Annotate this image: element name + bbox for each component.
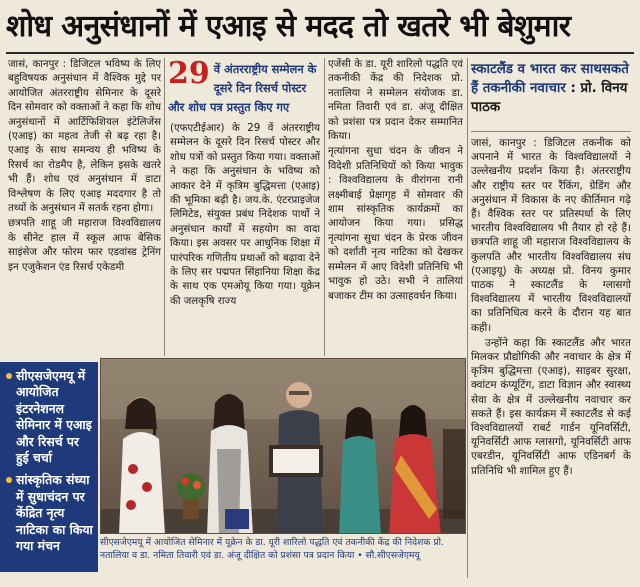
side-story-divider bbox=[471, 131, 631, 132]
subheadline-number: 29 bbox=[168, 56, 210, 91]
highlights-box bbox=[0, 362, 98, 572]
side-story-body bbox=[471, 136, 631, 576]
subheadline-text: वें अंतरराष्ट्रीय सम्मेलन के दूसरे दिन रिसर्च पोस्टर और शोध पत्र प्रस्तुत किए गए bbox=[168, 62, 317, 114]
article-paragraph: जासं, कानपुर : डिजिटल भविष्य के लिए बहुविषयक अनुसंधान में वैश्विक मुद्दे पर आयोजित अंतरराष्ट्रीय सेमिनार के दूसरे दिन सोमवार को वक्ताओं ने कहा कि शोध अनुसंधानों में आर्टिफिशियल इंटेलिजेंस (एआइ) का महत्व तेजी से बढ़ रहा है। एआइ के साथ समन्वय ही भविष्य के रिसर्च का रोडमैप है, लेकिन इसके खतरे भी हैं। शोध एवं अनुसंधान में डाटा विश्लेषण के लिए एआइ मददगार है तो तथ्यों के अनुसंधान में सतर्क रहना होगा। bbox=[8, 59, 161, 215]
column-divider bbox=[324, 58, 325, 356]
side-story-headline bbox=[471, 60, 631, 130]
article-paragraph: नृत्यांगना सुधा चंदन के जीवन ने विदेशी प्रतिनिधियों को किया भावुक : विश्वविद्यालय के वीरांगना रानी लक्ष्मीबाई प्रेक्षागृह में सोमवार की शाम सांस्कृतिक कार्यक्रमों का आयोजन किया गया। प्रसिद्ध नृत्यांगना सुधा चंदन के प्रेरक जीवन को दर्शाती नृत्य नाटिका को देखकर सम्मेलन में आए विदेशी प्रतिनिधि भी भावुक हो उठे। सभी ने तालियां बजाकर टीम का उत्साहवर्धन किया। bbox=[328, 146, 463, 302]
bullet-icon bbox=[6, 477, 12, 483]
page-headline: शोध अनुसंधानों में एआइ से मदद तो खतरे भी बेशुमार bbox=[6, 9, 571, 44]
photo-caption: सीएसजेएमयू में आयोजित सेमिनार में यूक्रेन के डा. यूरी शारिलो पद्धति एवं तकनीकी केंद्र की निदेशक प्रो. नतालिया व डा. नमिता तिवारी एवं डा. अंजू दीक्षित को प्रशंसा पत्र प्रदान किया • सौ.सीएसजेएमयू bbox=[100, 537, 444, 561]
headline-divider bbox=[6, 52, 634, 54]
column-divider bbox=[164, 58, 165, 356]
article-paragraph: एजेंसी के डा. यूरी शारिलो पद्धति एवं तकनीकी केंद्र की निदेशक प्रो. नतालिया ने सम्मेलन संयोजक डा. नमिता तिवारी एवं डा. अंजू दीक्षित को प्रशंसा पत्र प्रदान देकर सम्मानित किया। bbox=[328, 59, 463, 143]
side-story-paragraph: उन्होंने कहा कि स्काटलैंड और भारत मिलकर प्रौद्योगिकी और नवाचार के क्षेत्र में कृत्रिम बुद्धिमत्ता (एआइ), साइबर सुरक्षा, क्वांटम कंप्यूटिंग, डाटा विज्ञान और स्वास्थ्य सेवा के क्षेत्र में उल्लेखनीय नवाचार कर सकते हैं। इस कार्यक्रम में स्काटलैंड से कई विश्वविद्यालयों राबर्ट गार्डन यूनिवर्सिटी, यूनिवर्सिटी आफ ग्लासगो, यूनिवर्सिटी आफ एबरडीन, यूनिवर्सिटी आफ एडिनबर्ग के प्रतिनिधि भी शामिल हुए हैं। bbox=[471, 336, 631, 477]
side-story-byline: : प्रो. विनय पाठक bbox=[471, 81, 628, 115]
highlight-text: सांस्कृतिक संध्या में सुधाचंदन पर केंद्रित नृत्य नाटिका का किया गया मंचन bbox=[16, 472, 93, 554]
article-column-2 bbox=[170, 122, 320, 354]
article-column-1 bbox=[8, 58, 161, 358]
article-paragraph: छत्रपति शाहू जी महाराज विश्वविद्यालय के सीनेट हाल में स्कूल आफ बेसिक साइंसेज और फोरम फार एडवांस्ड ट्रेनिंग इन एजुकेशन एंड रिसर्च एकेडमी bbox=[8, 218, 161, 273]
highlight-item bbox=[6, 368, 94, 466]
bullet-icon bbox=[6, 373, 12, 379]
article-paragraph: (एफएटीईआर) के 29 वें अंतरराष्ट्रीय सम्मेलन के दूसरे दिन रिसर्च पोस्टर और शोध पत्रों को प्रस्तुत किया गया। वक्ताओं ने कहा कि अनुसंधान के भविष्य को आकार देने में कृत्रिम बुद्धिमत्ता (एआइ) की भूमिका बढ़ी है। जय.के. एंटरप्राइजेज लिमिटेड, संयुक्त प्रबंध निदेशक पार्थो ने अनुसंधान कार्यों में सहयोग का वादा किया। इस अवसर पर आधुनिक शिक्षा में पारंपरिक गणितीय प्रथाओं को बढ़ावा देने के लिए सर पद्मपत सिंहानिया शिक्षा केंद्र के साथ एक एमओयू किया गया। यूक्रेन की जलकृषि राज्य bbox=[170, 123, 320, 307]
column-divider bbox=[467, 58, 468, 578]
highlight-text: सीएसजेएमयू में आयोजित इंटरनेशनल सेमिनार में एआइ और रिसर्च पर हुई चर्चा bbox=[16, 368, 92, 466]
subheadline bbox=[168, 58, 323, 118]
event-photo bbox=[100, 358, 466, 534]
article-column-3 bbox=[328, 58, 463, 358]
photo-illustration bbox=[101, 359, 466, 534]
side-story-title: स्काटलैंड व भारत कर साथसकते हैं तकनीकी नवाचार bbox=[471, 62, 629, 96]
side-story-paragraph: जासं, कानपुर : डिजिटल तकनीक को अपनाने में भारत के विश्वविद्यालयों ने उल्लेखनीय प्रदर्शन किया है। अंतरराष्ट्रीय और राष्ट्रीय स्तर पर रैंकिंग, ग्रेडिंग और अनुसंधान में विकास के नए कीर्तिमान गढ़े हैं। वैश्विक स्तर पर प्रतिस्पर्धा के लिए भारतीय विश्वविद्यालय भी तैयार हो रहे हैं। छत्रपति शाहू जी महाराज विश्वविद्यालय के कुलपति और भारतीय विश्वविद्यालय संघ (एआइयू) के अध्यक्ष प्रो. विनय कुमार पाठक ने स्काटलैंड के ग्लासगो विश्वविद्यालय में भारतीय विश्वविद्यालयों का प्रतिनिधित्व करने के दौरान यह बात कही। bbox=[471, 137, 631, 334]
highlight-item bbox=[6, 472, 94, 554]
